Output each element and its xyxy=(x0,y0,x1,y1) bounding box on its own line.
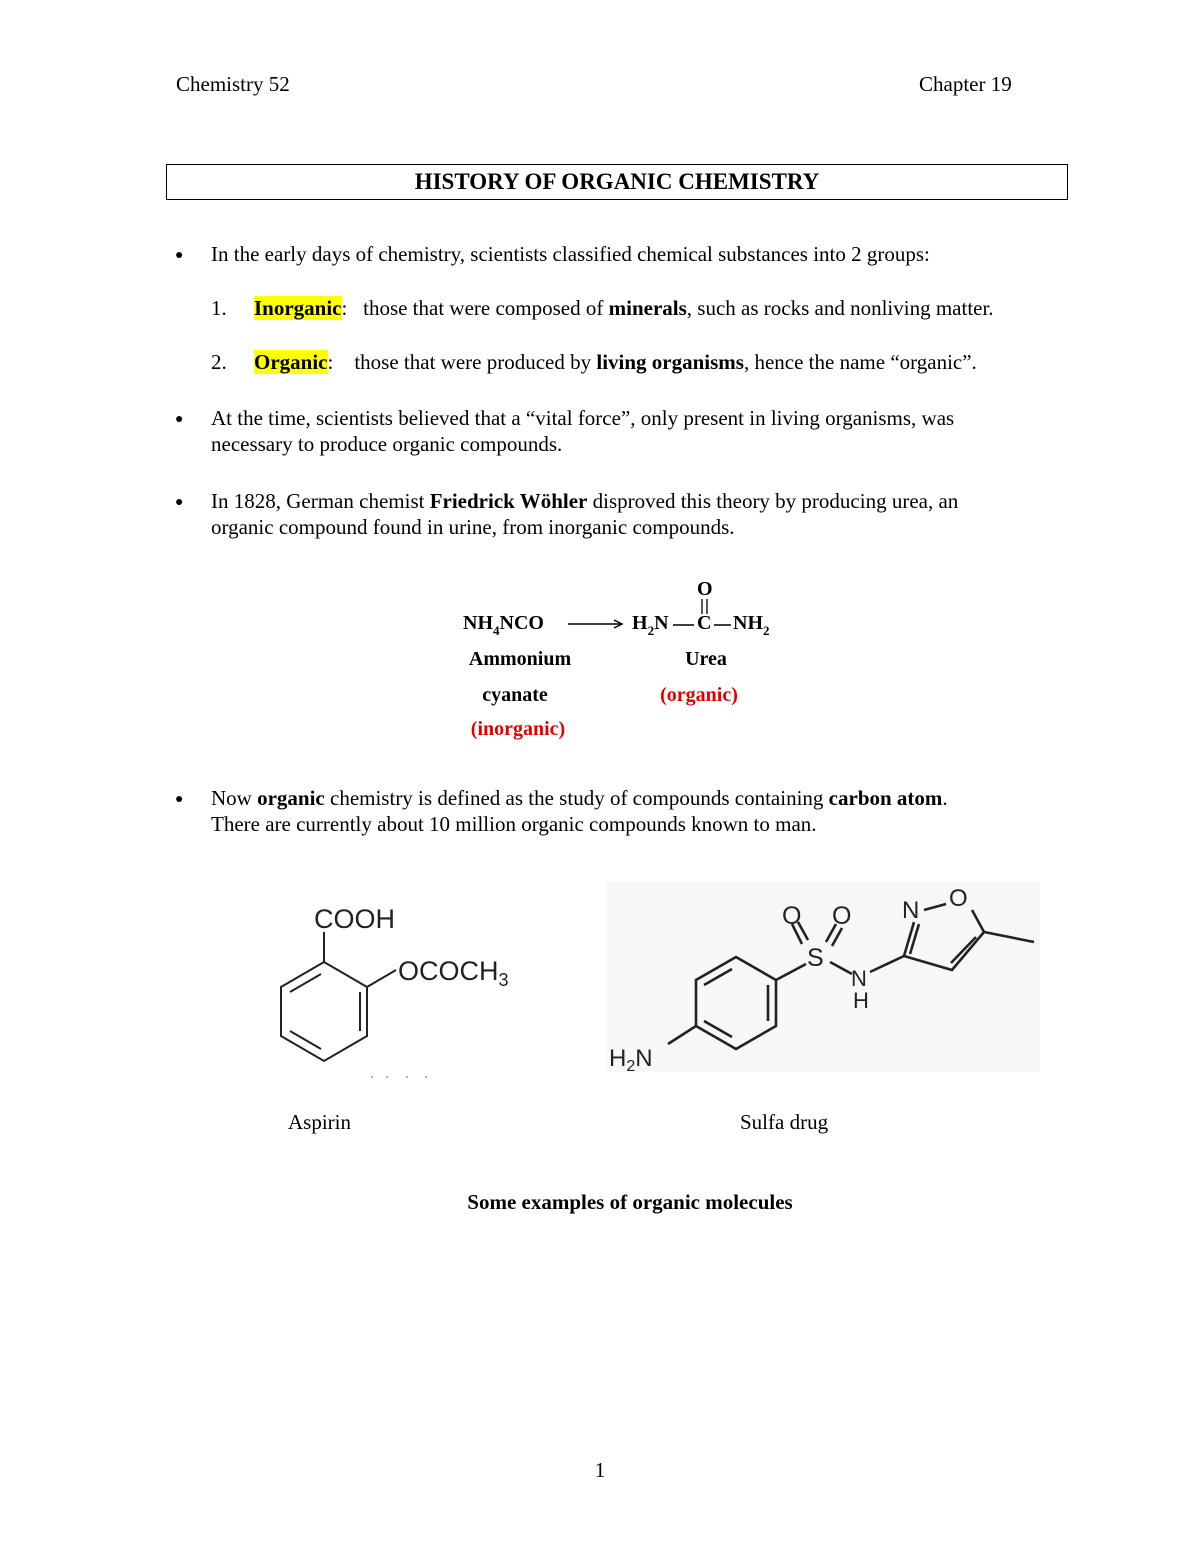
definition-line-2: There are currently about 10 million organic compounds known to man. xyxy=(211,812,817,836)
bond-line-icon xyxy=(672,622,696,628)
group-2-text: Organic: those that were produced by living organisms, hence the name “organic”. xyxy=(254,350,977,374)
group-1-number: 1. xyxy=(211,296,227,320)
organic-bold: organic xyxy=(257,786,325,810)
page-number: 1 xyxy=(594,1458,606,1482)
page-title: HISTORY OF ORGANIC CHEMISTRY xyxy=(414,169,820,194)
sulfa-label: Sulfa drug xyxy=(740,1110,829,1134)
minerals-bold: minerals xyxy=(608,296,687,320)
wohler-line-2: organic compound found in urine, from inorganic compounds. xyxy=(211,515,735,539)
reaction-arrow-icon xyxy=(566,616,626,632)
urea-carbon: C xyxy=(697,612,712,634)
header-chapter: Chapter 19 xyxy=(919,72,1012,96)
living-organisms-bold: living organisms xyxy=(596,350,744,374)
double-bond-icon xyxy=(698,598,712,616)
sulfa-oxygen-1: O xyxy=(782,902,802,930)
definition-line-1: Now organic chemistry is defined as the study of compounds containing carbon atom. xyxy=(211,786,948,810)
sulfa-structure xyxy=(606,882,1046,1074)
carbon-atom-bold: carbon atom xyxy=(828,786,943,810)
reactant-class: (inorganic) xyxy=(470,718,566,740)
reactant-name-1: Ammonium xyxy=(468,648,572,670)
product-class: (organic) xyxy=(660,684,738,706)
group-2-number: 2. xyxy=(211,350,227,374)
intro-text: In the early days of chemistry, scientists classified chemical substances into 2 groups: xyxy=(211,242,930,266)
organic-term: Organic xyxy=(254,350,328,374)
header-course: Chemistry 52 xyxy=(176,72,290,96)
urea-nh2: $NH_2$ xyxy=(733,612,770,638)
bond-line-icon xyxy=(713,622,733,628)
reactant-formula: $NH_4NCO$ xyxy=(463,612,544,638)
decorative-dots xyxy=(371,1076,427,1078)
urea-oxygen: O xyxy=(697,578,713,600)
bullet-icon: ● xyxy=(175,792,184,807)
sulfa-sulfur: S xyxy=(807,944,824,972)
bullet-icon: ● xyxy=(175,412,184,427)
sulfa-nh-h: H xyxy=(853,988,869,1013)
bullet-icon: ● xyxy=(175,495,184,510)
aspirin-cooh-label: COOH xyxy=(314,904,395,934)
sulfa-ring-nitrogen: N xyxy=(902,897,920,924)
sulfa-amine: $H_2N$ xyxy=(609,1045,653,1074)
aspirin-structure xyxy=(266,890,556,1090)
aspirin-ococh-label: $OCOCH_3$ xyxy=(398,956,509,990)
title-box xyxy=(166,164,1068,200)
aspirin-label: Aspirin xyxy=(288,1110,351,1134)
sulfa-ring-oxygen: O xyxy=(949,885,968,912)
benzene-ring-icon xyxy=(281,932,396,1061)
wohler-line-1: In 1828, German chemist Friedrick Wöhler disproved this theory by producing urea, an xyxy=(211,489,959,513)
examples-caption: Some examples of organic molecules xyxy=(467,1190,793,1214)
urea-h2n: $H_2N$ xyxy=(632,612,669,638)
inorganic-term: Inorganic xyxy=(254,296,342,320)
vital-force-line-1: At the time, scientists believed that a “vital force”, only present in living organisms, was xyxy=(211,406,955,430)
group-1-text: Inorganic: those that were composed of minerals, such as rocks and nonliving matter. xyxy=(254,296,994,320)
bullet-icon: ● xyxy=(175,248,184,263)
sulfa-oxygen-2: O xyxy=(832,902,852,930)
sulfa-nh-n: N xyxy=(851,966,867,991)
wohler-name: Friedrick Wöhler xyxy=(429,489,588,513)
vital-force-line-2: necessary to produce organic compounds. xyxy=(211,432,563,456)
reactant-name-2: cyanate xyxy=(482,684,548,706)
product-name: Urea xyxy=(685,648,727,670)
